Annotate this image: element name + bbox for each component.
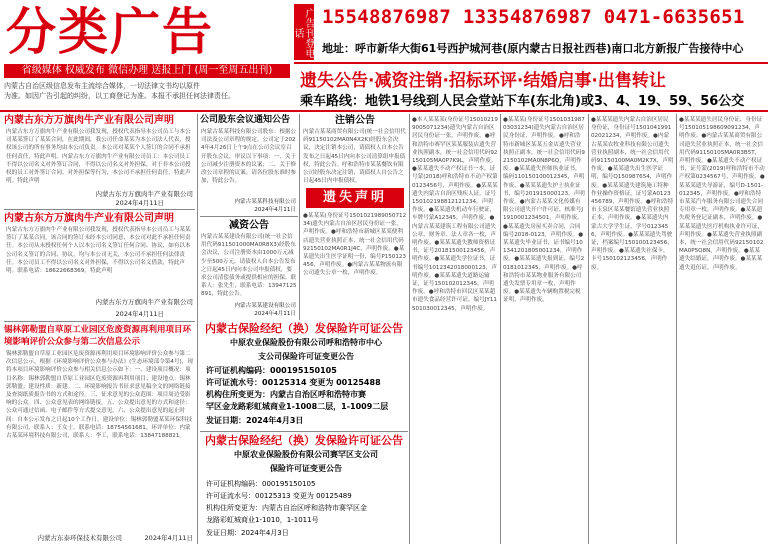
license-1-title: 内蒙古保险经纪（换）发保险许可证公告 (205, 322, 403, 335)
license-2-line-4: 龙路彩虹城商业1-1010，1-1011号 (206, 516, 319, 524)
column-1 (4, 114, 195, 544)
col-divider (409, 114, 410, 544)
notice-1-sign-company: 内蒙古东方万旗肉牛产业有限公司 (95, 190, 193, 198)
divider (200, 216, 298, 217)
column-4-body: ●本人某某某(身份证号150102199005071234)遗失内蒙古自治区居民身份证一张，声明作废。●呼和浩特市赛罕区某某服装店遗失营业执照副本，统一社会信用代码92150105MA0P7K9L，声明作废。●某某遗失不动产权证书一本，证号蒙(2018)呼和浩特市不动产权第0123456号，声明作废。●某某某遗失内蒙古自治区残疾人证，证号150102198812121234，声明作废。●某某遗失机动车行驶证，车牌号蒙A12345，声明作废。●内蒙古某某建筑工程有限公司遗失公章、财务章、法人章各一枚，声明作废。●某某某遗失教师资格证书，证号20181500123456，声明作废。●某某遗失学位证书，证书编号1012342018000123，声明作废。●某某某遗失道路运输证，证号150102012345，声明作废。●呼和浩特市回民区某某超市遗失食品经营许可证，编号JY11501030012345，声明作废。 (412, 117, 498, 312)
col2-notice-2-body: 内蒙古某某建设有限公司(统一社会信用代码911501000MA0R8X3)经股东会决议，公司注册资本由1000万元减少至500万元，请债权人自本公告发布之日起45日内向本公司申报债权，要求公司清偿债务或提供相应的担保。联系人：张先生，联系电话：13947125891，特此公告。 (201, 234, 297, 298)
col-divider (299, 114, 300, 320)
notice-2-sign-company: 内蒙古东方万旗肉牛产业有限公司 (95, 298, 193, 306)
divider (4, 321, 195, 322)
col2-notice-2-sign-date: 2024年4月11日 (254, 311, 296, 317)
license-2-company: 中原农业保险股份有限公司赛罕区支公司 (234, 450, 378, 459)
license-1-company: 中原农业保险股份有限公司呼和浩特市中心 (230, 338, 382, 347)
notice-2-title: 内蒙古东方万旗肉牛产业有限公司声明 (4, 213, 174, 224)
masthead-title: 分类广告 (6, 2, 214, 61)
license-1-line-2: 许可证流水号：00125314 变更为 00125488 (206, 378, 381, 387)
notice-2-sign-date: 2024年4月11日 (115, 310, 164, 318)
divider (200, 431, 408, 432)
col2-notice-1-sign-company: 内蒙古某某科技有限公司 (234, 199, 296, 205)
sub-line-1: 内蒙古自治区级信息发布主流综合媒体，一切法律文书均以原件 (4, 82, 200, 90)
license-2-line-2: 许可证流水号：00125313 变更为 00125489 (206, 492, 352, 500)
col-divider (676, 114, 677, 544)
notice-3-body: 锡林郭勒盟自草原工业园区危废资源再利用项目环境影响评价公众参与第二次信息公示，根据《环境影响评价公众参与办法》(生态环境部令第4号)，现将本项目环境影响评价公众参与相关信息公示如下：一、建设项目概况：项目名称：锡林郭勒盟自草原工业园区危废资源再利用项目；建设地点：锡林郭勒盟；建设性质：新建。二、环境影响报告书征求意见稿全文的网络链接及查阅纸质报告书的方式和途径。三、征求意见的公众范围：项目周边受影响的公众。四、公众意见表的网络链接。五、公众提出意见的方式和途径：公众可通过信函、电子邮件等方式提交意见。六、公众提出意见的起止时间：自本公示发布之日起10个工作日。建设单位：锡林郭勒盟某某环保科技有限公司，联系人：王女士，联系电话：18754561681。环评单位：内蒙古某某环境科技有限公司，联系人：李工，联系电话：13847188821。 (6, 351, 193, 440)
bus-route-line: 乘车路线：地铁1号线到人民会堂站下车(东北角)或3、4、19、59、56公交 (300, 94, 745, 109)
col-divider (197, 114, 198, 544)
license-1-date: 发证日期：2024年4月3日 (206, 416, 304, 425)
license-2-line-1: 许可证机构编码：000195150105 (206, 480, 316, 488)
column-3 (302, 114, 408, 320)
license-1-line-1: 许可证机构编码：000195150105 (206, 366, 337, 375)
license-2-title: 内蒙古保险经纪（换）发保险许可证公告 (205, 434, 403, 447)
lost-notice-tag: 遗失声明 (306, 188, 404, 208)
col2-notice-1-sign-date: 2024年4月11日 (254, 207, 296, 213)
phone-numbers: 15548876987 13354876987 0471-6635651 (322, 6, 745, 28)
license-box-2 (200, 433, 408, 545)
license-2-section: 保险许可证变更公告 (270, 464, 342, 473)
address-line: 地址：呼市新华大街61号西护城河巷(原内蒙古日报社西巷)南口北方新报广告接待中心 (322, 42, 744, 55)
divider (4, 209, 195, 210)
license-2-date: 发证日期：2024年4月3日 (206, 529, 289, 537)
slogan-bar: 省级媒体 权威发布 微信办理 送报上门 (周一至周五出刊) (4, 64, 290, 78)
col3-lost-body: ●某某某(身份证号150102198905071234)遗失内蒙古自治区居民身份证一张，声明作废。●呼和浩特市新城区某某便利店遗失营业执照正本，统一社会信用代码92150102MA0R1J4C，声明作废。●某某遗失出生医学证明一份，编号P150123456，声明作废。●内蒙古某某物流有限公司遗失公章一枚，声明作废。 (303, 213, 407, 277)
notice-3-title: 锡林郭勒盟自草原工业园区危废资源再利用项目环境影响评价公众参与第二次信息公示 (4, 325, 192, 347)
column-2 (200, 114, 298, 320)
sub-line-2: 为准。如因广告引起的纠纷，以工商登记为准。本报不承担任何法律责任。 (4, 92, 235, 100)
header-bottom-rule (0, 110, 768, 112)
notice-2-body: 内蒙古东方万旗肉牛产业有限公司我发现，授权代表指导本公司员工与某某签订了某某合同，该合同的签订未经本公司同意，本公司对此不承担任何责任。本公司从未授权任何个人以本公司名义签订任何合同、协议，如有以本公司名义签订的合同、协议，均与本公司无关，本公司不承担任何法律责任。本公司员工不得以公司名义对外担保，不得以公司名义借款，特此声明。联系电话：18622668369，特此声明 (6, 227, 191, 275)
notice-1-body: 内蒙古东方万旗肉牛产业有限公司我发现，授权代表指导本公司员工与本公司某某签订了某某合同，在此期间，我公司任命某某为本公司法人代表，授权该公司的所有事务均由本公司负责。本公司对某某个人签订的合同不承担任何责任，特此声明。内蒙古东方万旗肉牛产业有限公司员工：本公司员工不得以公司名义对外签订合同，不得以公司名义对外担保，对于非本公司授权的员工对外签订合同、对外担保等行为，本公司不承担任何责任，特此声明。特此声明 (6, 129, 191, 185)
column-5-body: ●某某某(身份证号150103198703031234)遗失内蒙古自治区居民身份证，声明作废。●呼和浩特市新城区某某五金店遗失营业执照正副本，统一社会信用代码92150102MA0N8P6Q，声明作废。●某某遗失医师执业证书，编码110150100012345，声明作废。●某某某遗失护士执业证书，编号201915000123，声明作废。●内蒙古某某文化传媒有限公司遗失开户许可证，核准号J1910001234501，声明作废。●某某遗失房屋买卖合同，合同编号2018-0123，声明作废。●某某遗失毕业证书，证书编号101341201805001234，声明作废。●某某某遗失报到证，编号20181012345，声明作废。●呼和浩特市某某物业服务有限公司遗失发票专用章一枚，声明作废。●某某遗失车辆购置税完税证明，声明作废。 (503, 117, 585, 304)
col-divider (588, 114, 589, 544)
col3-notice-1-title: 注销公告 (335, 115, 375, 126)
header-divider (294, 62, 768, 64)
notice-1-sign-date: 2024年4月11日 (115, 199, 164, 207)
license-box-1 (200, 321, 408, 430)
col2-notice-1-body: 内蒙古某某科技有限公司股东：根据公司法及公司章程的规定，公司定于2024年4月26日上午9点在公司会议室召开股东会议，审议以下事项：一、关于公司减少注册资本的议案；二、关于修改公司章程的议案。请各位股东准时参加，特此公告。 (201, 129, 297, 185)
license-1-section: 支公司保险许可证变更公告 (258, 352, 354, 361)
license-2-line-3: 机构住所变更为：内蒙古自治区呼和浩特市赛罕区金 (206, 504, 367, 512)
col3-notice-1-body: 内蒙古某某商贸有限公司(统一社会信用代码91150102MA0N4X2K)经股东会决议，决定注销本公司，请债权人自本公告发布之日起45日内向本公司清算组申报债权，特此公告。呼和浩特市某某餐饮有限公司经股东决定注销，请债权人自公告之日起45日内申报债权。 (303, 129, 406, 185)
license-1-line-3: 机构住所变更为：内蒙古自治区呼和浩特市赛 (206, 390, 366, 399)
col2-notice-1-title: 公司股东会议通知公告 (200, 115, 291, 125)
notice-1-title: 内蒙古东方万旗肉牛产业有限公司声明 (4, 115, 174, 126)
column-6-body: ●某某某遗失内蒙古自治区居民身份证，身份证号150104199102021234，声明作废。●内蒙古某某农牧业科技有限公司遗失营业执照副本，统一社会信用代码91150100MA0M2K7X，声明作废。●某某遗失出生医学证明，编号Q150987654，声明作废。●某某某遗失建筑施工特种作业操作资格证，证号蒙A0123456789，声明作废。●呼和浩特市玉泉区某某餐馆遗失营业执照正本，声明作废。●某某遗失内蒙古大学学生证，学号0123456，声明作废。●某某某遗失驾驶证，档案编号150100123456，声明作废。●某某遗失社保卡，卡号150102123456，声明作废。 (591, 117, 674, 271)
notice-3-sign-date: 2024年4月11日 (144, 534, 193, 542)
phone-vertical-label: 广告刊登电话 (294, 4, 314, 60)
column-7-body: ●某某某遗失居民身份证，身份证号150105198609091234，声明作废。●内蒙古某某商贸有限公司遗失营业执照正本，统一社会信用代码91150105MA0R3B5T，声明作废。●某某遗失不动产权证书，证号蒙(2019)呼和浩特市不动产权第0234567号，声明作废。●某某某遗失导游证，编号D-1501-012345，声明作废。●呼和浩特市某某汽车服务有限公司遗失合同专用章一枚，声明作废。●某某遗失税务登记证副本，声明作废。●某某某遗失医疗机构执业许可证，声明作废。●某某遗失营业执照副本，统一社会信用代码92150102MA0P5Q8N，声明作废。●某某遗失结婚证，声明作废。●某某某遗失退伍证，声明作废。 (679, 117, 765, 271)
col2-notice-2-sign-company: 内蒙古某某建设有限公司 (234, 303, 296, 309)
header (0, 0, 768, 110)
services-banner: 遗失公告·减资注销·招标环评·结婚启事·出售转让 (300, 71, 666, 91)
license-1-line-4: 罕区金龙路彩虹城商业1-1008二层，1-1009二层 (206, 402, 389, 411)
notice-3-sign-company: 内蒙古东泰环保技术有限公司 (37, 534, 122, 542)
col-divider (500, 114, 501, 544)
col2-notice-2-title: 减资公告 (229, 220, 269, 231)
